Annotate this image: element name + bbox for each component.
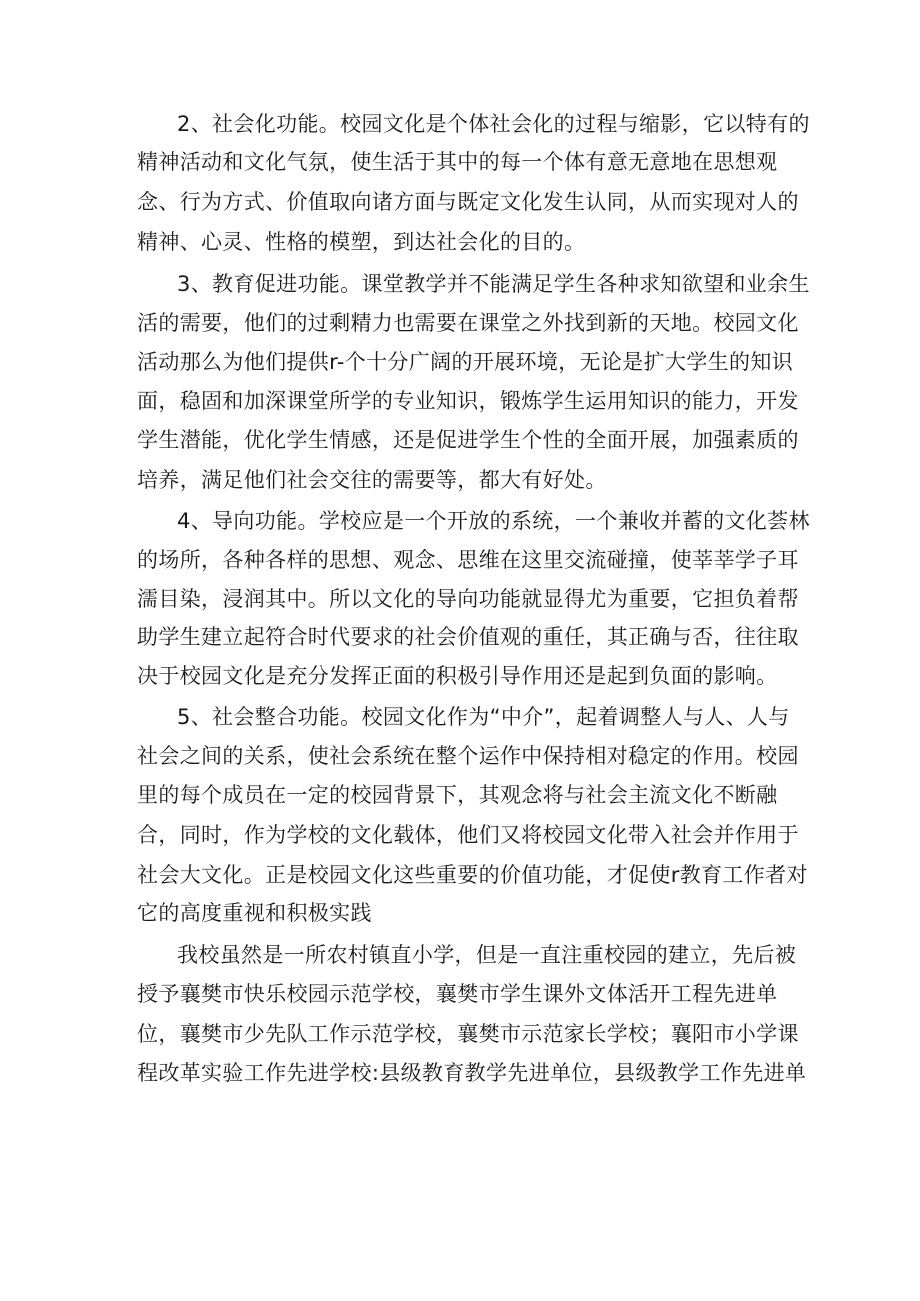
text-line-25: 程改革实验工作先进学校:县级教育教学先进单位，县级教学工作先进单 bbox=[137, 1061, 807, 1085]
text-line-2: 精神活动和文化气氛，使生活于其中的每一个体有意无意地在思想观 bbox=[137, 150, 778, 174]
text-line-18: 里的每个成员在一定的校园背景下，其观念将与社会主流文化不断融 bbox=[137, 783, 778, 807]
text-line-14: 助学生建立起符合时代要求的社会价值观的重任，其正确与否，往往取 bbox=[137, 625, 799, 649]
text-line-5: 3、教育促进功能。课堂教学并不能满足学生各种求知欲望和业余生 bbox=[177, 272, 810, 296]
text-line-6: 活的需要，他们的过剩精力也需要在课堂之外找到新的天地。校园文化 bbox=[137, 311, 799, 335]
text-line-13: 濡目染，浸润其中。所以文化的导向功能就显得尤为重要，它担负着帮 bbox=[137, 587, 799, 611]
text-line-16: 5、社会整合功能。校园文化作为“中介”，起着调整人与人、人与 bbox=[177, 705, 790, 729]
text-line-15: 决于校园文化是充分发挥正面的积极引导作用还是起到负面的影响。 bbox=[137, 664, 778, 688]
text-line-17: 社会之间的关系，使社会系统在整个运作中保持相对稳定的作用。校园 bbox=[137, 744, 799, 768]
text-line-24: 位，襄樊市少先队工作示范学校，襄樊市示范家长学校；襄阳市小学课 bbox=[137, 1022, 799, 1046]
text-line-20: 社会大文化。正是校园文化这些重要的价值功能，才促使r教育工作者对 bbox=[137, 863, 808, 887]
text-line-4: 精神、心灵、性格的模塑，到达社会化的目的。 bbox=[137, 230, 586, 254]
text-line-12: 的场所，各种各样的思想、观念、思维在这里交流碰撞，使莘莘学子耳 bbox=[137, 548, 799, 572]
text-line-3: 念、行为方式、价值取向诸方面与既定文化发生认同，从而实现对人的 bbox=[137, 190, 799, 214]
text-line-1: 2、社会化功能。校园文化是个体社会化的过程与缩影，它以特有的 bbox=[177, 112, 810, 136]
text-line-11: 4、导向功能。学校应是一个开放的系统，一个兼收并蓄的文化荟林 bbox=[177, 509, 810, 533]
text-line-19: 合，同时，作为学校的文化载体，他们又将校园文化带入社会并作用于 bbox=[137, 823, 799, 847]
text-line-21: 它的高度重视和积极实践 bbox=[137, 901, 372, 925]
text-line-10: 培养，满足他们社会交往的需要等，都大有好处。 bbox=[137, 468, 607, 492]
text-line-23: 授予襄樊市快乐校园示范学校，襄樊市学生课外文体活开工程先进单 bbox=[137, 982, 778, 1006]
text-line-8: 面，稳固和加深课堂所学的专业知识，锻炼学生运用知识的能力，开发 bbox=[137, 389, 799, 413]
text-line-9: 学生潜能，优化学生情感，还是促进学生个性的全面开展，加强素质的 bbox=[137, 428, 799, 452]
text-line-22: 我校虽然是一所农村镇直小学，但是一直注重校园的建立，先后被 bbox=[177, 943, 797, 967]
text-line-7: 活动那么为他们提供r-个十分广阔的开展环境，无论是扩大学生的知识 bbox=[137, 350, 794, 374]
